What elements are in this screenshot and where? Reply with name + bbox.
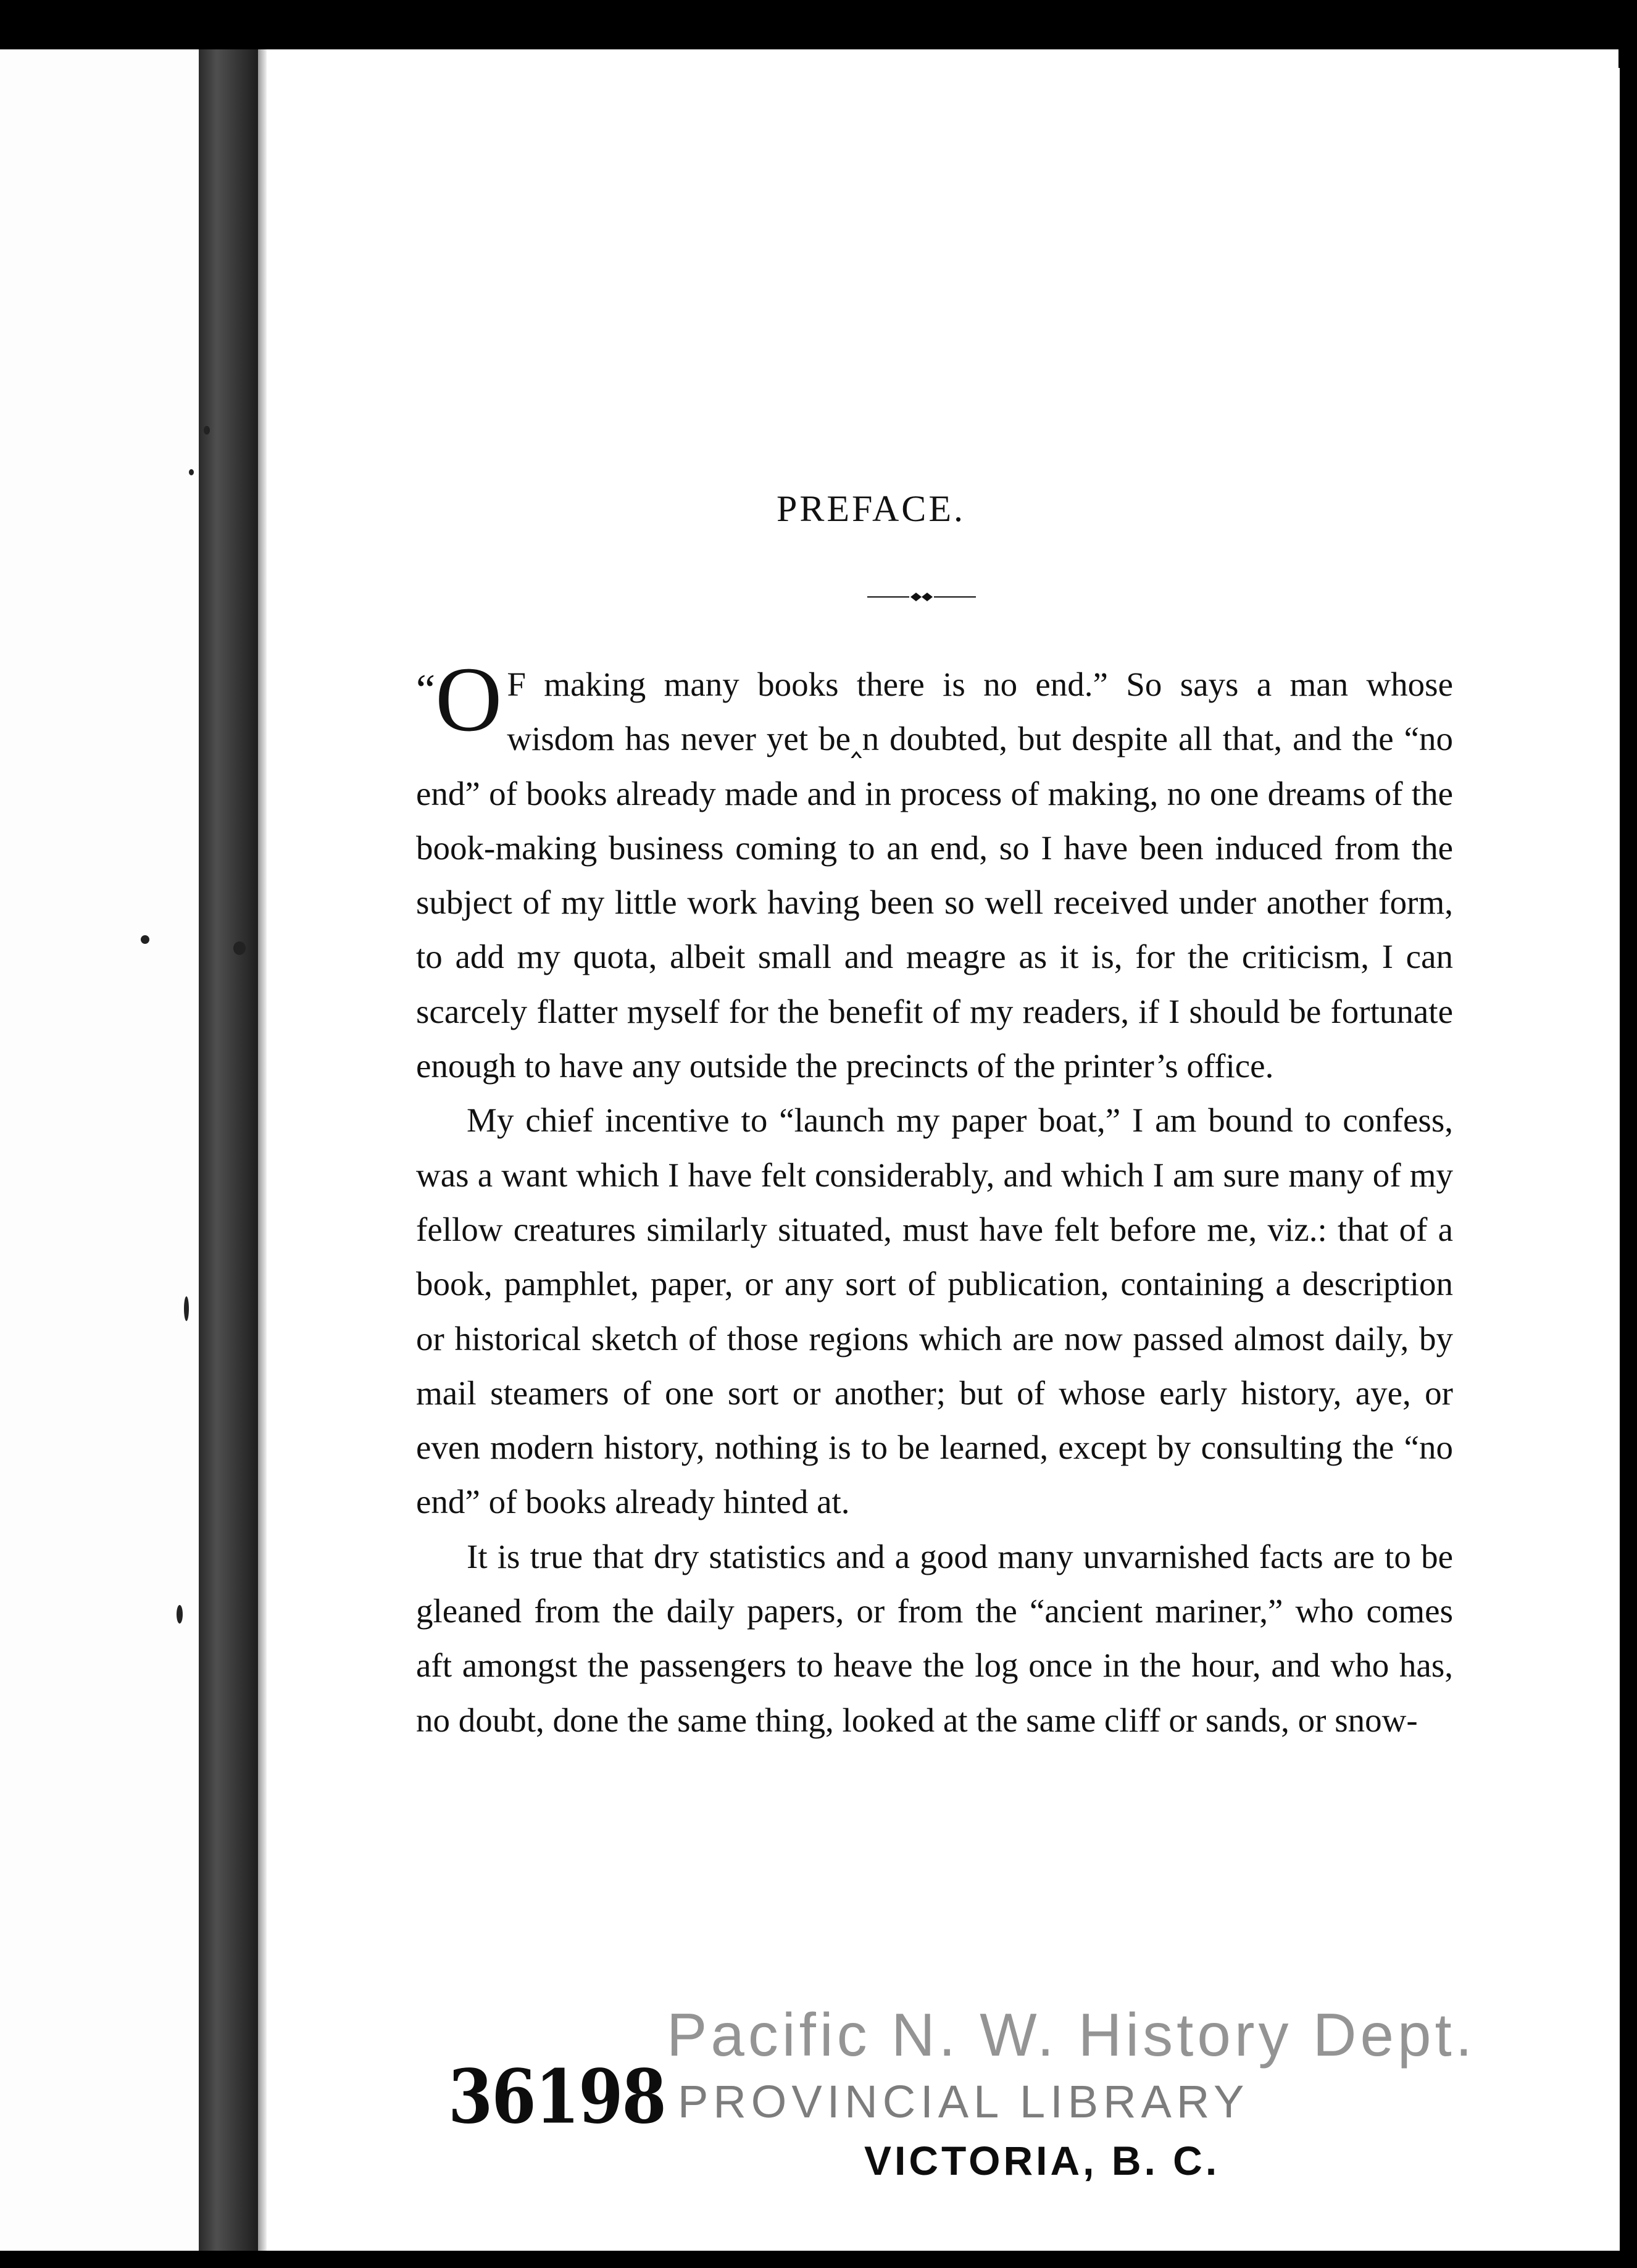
facing-blank-page (0, 49, 199, 2259)
library-stamp: PROVINCIAL LIBRARY (678, 2076, 1249, 2127)
drop-cap (416, 648, 502, 755)
page-edge-shadow (258, 49, 267, 2259)
page-title: PREFACE. (777, 488, 965, 529)
scan-right-border (1620, 0, 1637, 2268)
title-ornament (867, 591, 976, 603)
drop-cap-quote: “ (416, 666, 436, 714)
paragraph-1-text: F making many books there is no end.” So says a man whose wisdom has never yet be‸n doubted, but despite all that, and the “no end” of books already made and in process of making, no one dreams of the book-making business coming to an end, so I have been induced from the subject of my little work having been so well received under another form, to add my quota, albeit small and meagre as it is, for the criticism, I can scarcely flatter myself for the benefit of my readers, if I should be fortunate enough to have any outside the precincts of the printer’s office. (416, 665, 1453, 1085)
scan-bottom-border (0, 2251, 1637, 2268)
accession-number-stamp: 36198 (448, 2053, 665, 2141)
paragraph-3: It is true that dry statistics and a good many unvarnished facts are to be gleaned from the daily papers, or from the “ancient mariner,” who comes aft amongst the passengers to heave the log once in the hour, and who has, no doubt, done the same thing, looked at the same cliff or sands, or snow- (416, 1537, 1453, 1739)
collection-stamp: Pacific N. W. History Dept. (667, 2001, 1477, 2069)
paragraph-2: My chief incentive to “launch my paper boat,” I am bound to confess, was a want which I have felt considerably, and which I am sure many of my fellow creatures similarly situated, must have felt before me, viz.: that of a book, pamphlet, paper, or any sort of publication, containing a description or historical sketch of those regions which are now passed almost daily, by mail steamers of one sort or another; but of whose early history, aye, or even modern history, nothing is to be learned, except by consulting the “no end” of books already hinted at. (416, 1101, 1453, 1521)
drop-cap-letter: O (435, 648, 502, 751)
paragraph-1 (416, 648, 1453, 1093)
book-binding-gutter (199, 49, 258, 2259)
preface-text (416, 648, 1453, 1748)
city-stamp: VICTORIA, B. C. (864, 2138, 1220, 2183)
